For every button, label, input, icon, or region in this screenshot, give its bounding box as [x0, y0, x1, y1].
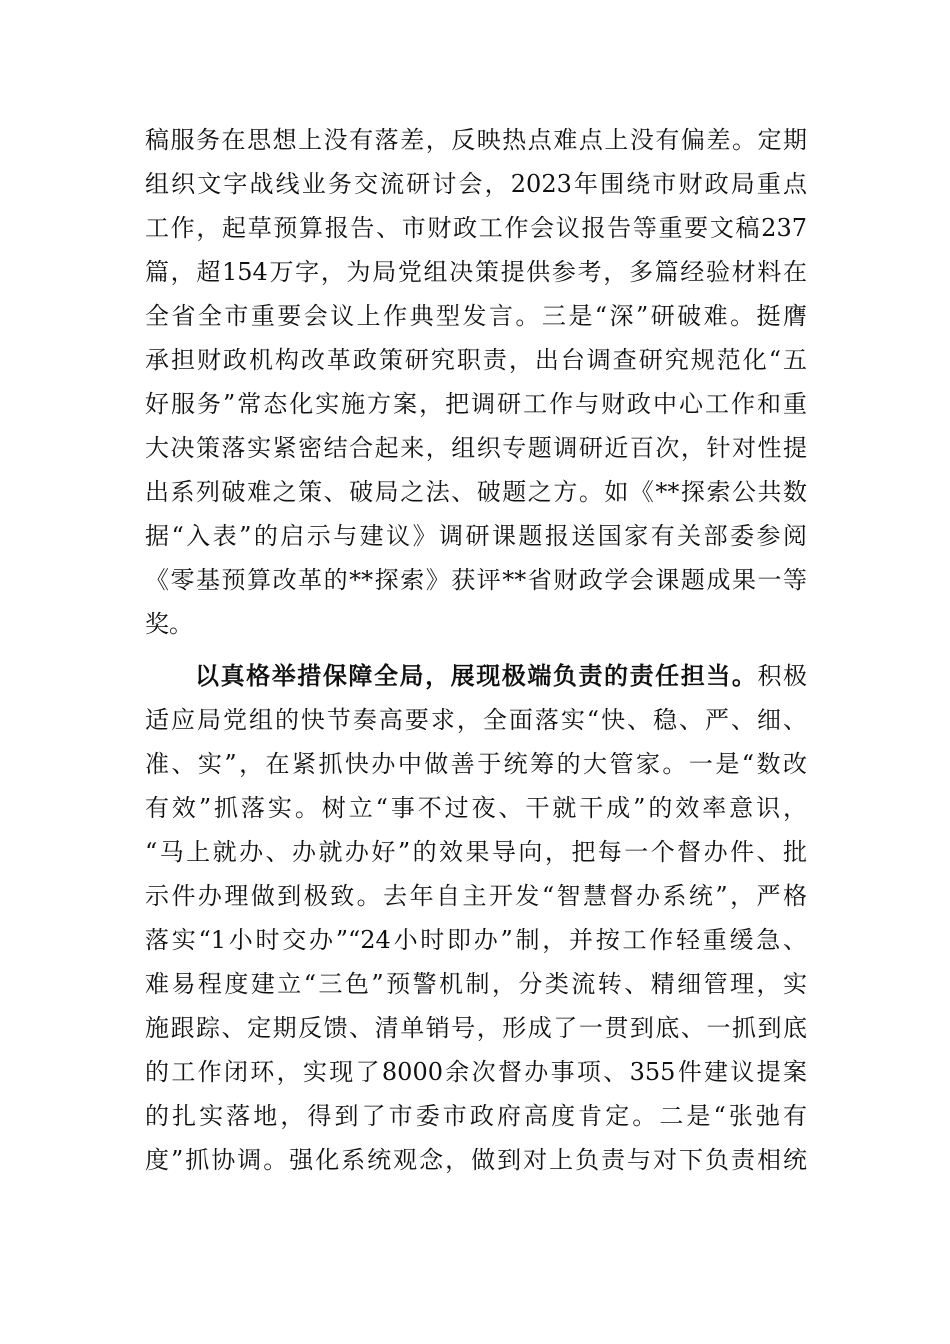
- text-line: 《零基预算改革的**探索》获评**省财政学会课题成果一等: [145, 566, 807, 594]
- text-line: 好服务”常态化实施方案，把调研工作与财政中心工作和重: [145, 390, 807, 418]
- text-line: 出系列破难之策、破局之法、破题之方。如《**探索公共数: [145, 478, 807, 506]
- text-line: 适应局党组的快节奏高要求，全面落实“快、稳、严、细、: [145, 706, 807, 734]
- text-line: 据“入表”的启示与建议》调研课题报送国家有关部委参阅: [145, 522, 807, 550]
- document-page: [145, 118, 807, 1182]
- text-line: 奖。: [145, 610, 193, 638]
- text-line: 工作，起草预算报告、市财政工作会议报告等重要文稿237: [145, 214, 807, 242]
- text-line: 承担财政机构改革政策研究职责，出台调查研究规范化“五: [145, 346, 807, 374]
- text-line: 度”抓协调。强化系统观念，做到对上负责与对下负责相统: [145, 1146, 807, 1174]
- text-line: 大决策落实紧密结合起来，组织专题调研近百次，针对性提: [145, 434, 807, 462]
- text-line: [145, 654, 807, 698]
- text-line: 落实“1小时交办”“24小时即办”制，并按工作轻重缓急、: [145, 926, 807, 954]
- text-line: 施跟踪、定期反馈、清单销号，形成了一贯到底、一抓到底: [145, 1014, 807, 1042]
- text-line: 有效”抓落实。树立“事不过夜、干就干成”的效率意识，: [145, 794, 807, 822]
- paragraph-heading: 以真格举措保障全局，展现极端负责的责任担当。: [195, 661, 758, 690]
- text-line: “马上就办、办就办好”的效果导向，把每一个督办件、批: [145, 838, 807, 866]
- paragraph-2: [145, 654, 807, 1182]
- text-line: 篇，超154万字，为局党组决策提供参考，多篇经验材料在: [145, 258, 807, 286]
- text-line: 的扎实落地，得到了市委市政府高度肯定。二是“张弛有: [145, 1102, 807, 1130]
- text-line: 组织文字战线业务交流研讨会，2023年围绕市财政局重点: [145, 170, 807, 198]
- text-line: 难易程度建立“三色”预警机制，分类流转、精细管理，实: [145, 970, 807, 998]
- text-line: 全省全市重要会议上作典型发言。三是“深”研破难。挺膺: [145, 302, 807, 330]
- paragraph-1: [145, 118, 807, 646]
- text-line: 的工作闭环，实现了8000余次督办事项、355件建议提案: [145, 1058, 807, 1086]
- text-line: 示件办理做到极致。去年自主开发“智慧督办系统”，严格: [145, 882, 807, 910]
- text-line: 稿服务在思想上没有落差，反映热点难点上没有偏差。定期: [145, 126, 807, 154]
- text-line: 准、实”，在紧抓快办中做善于统筹的大管家。一是“数改: [145, 750, 807, 778]
- text-run: 积极: [757, 662, 808, 690]
